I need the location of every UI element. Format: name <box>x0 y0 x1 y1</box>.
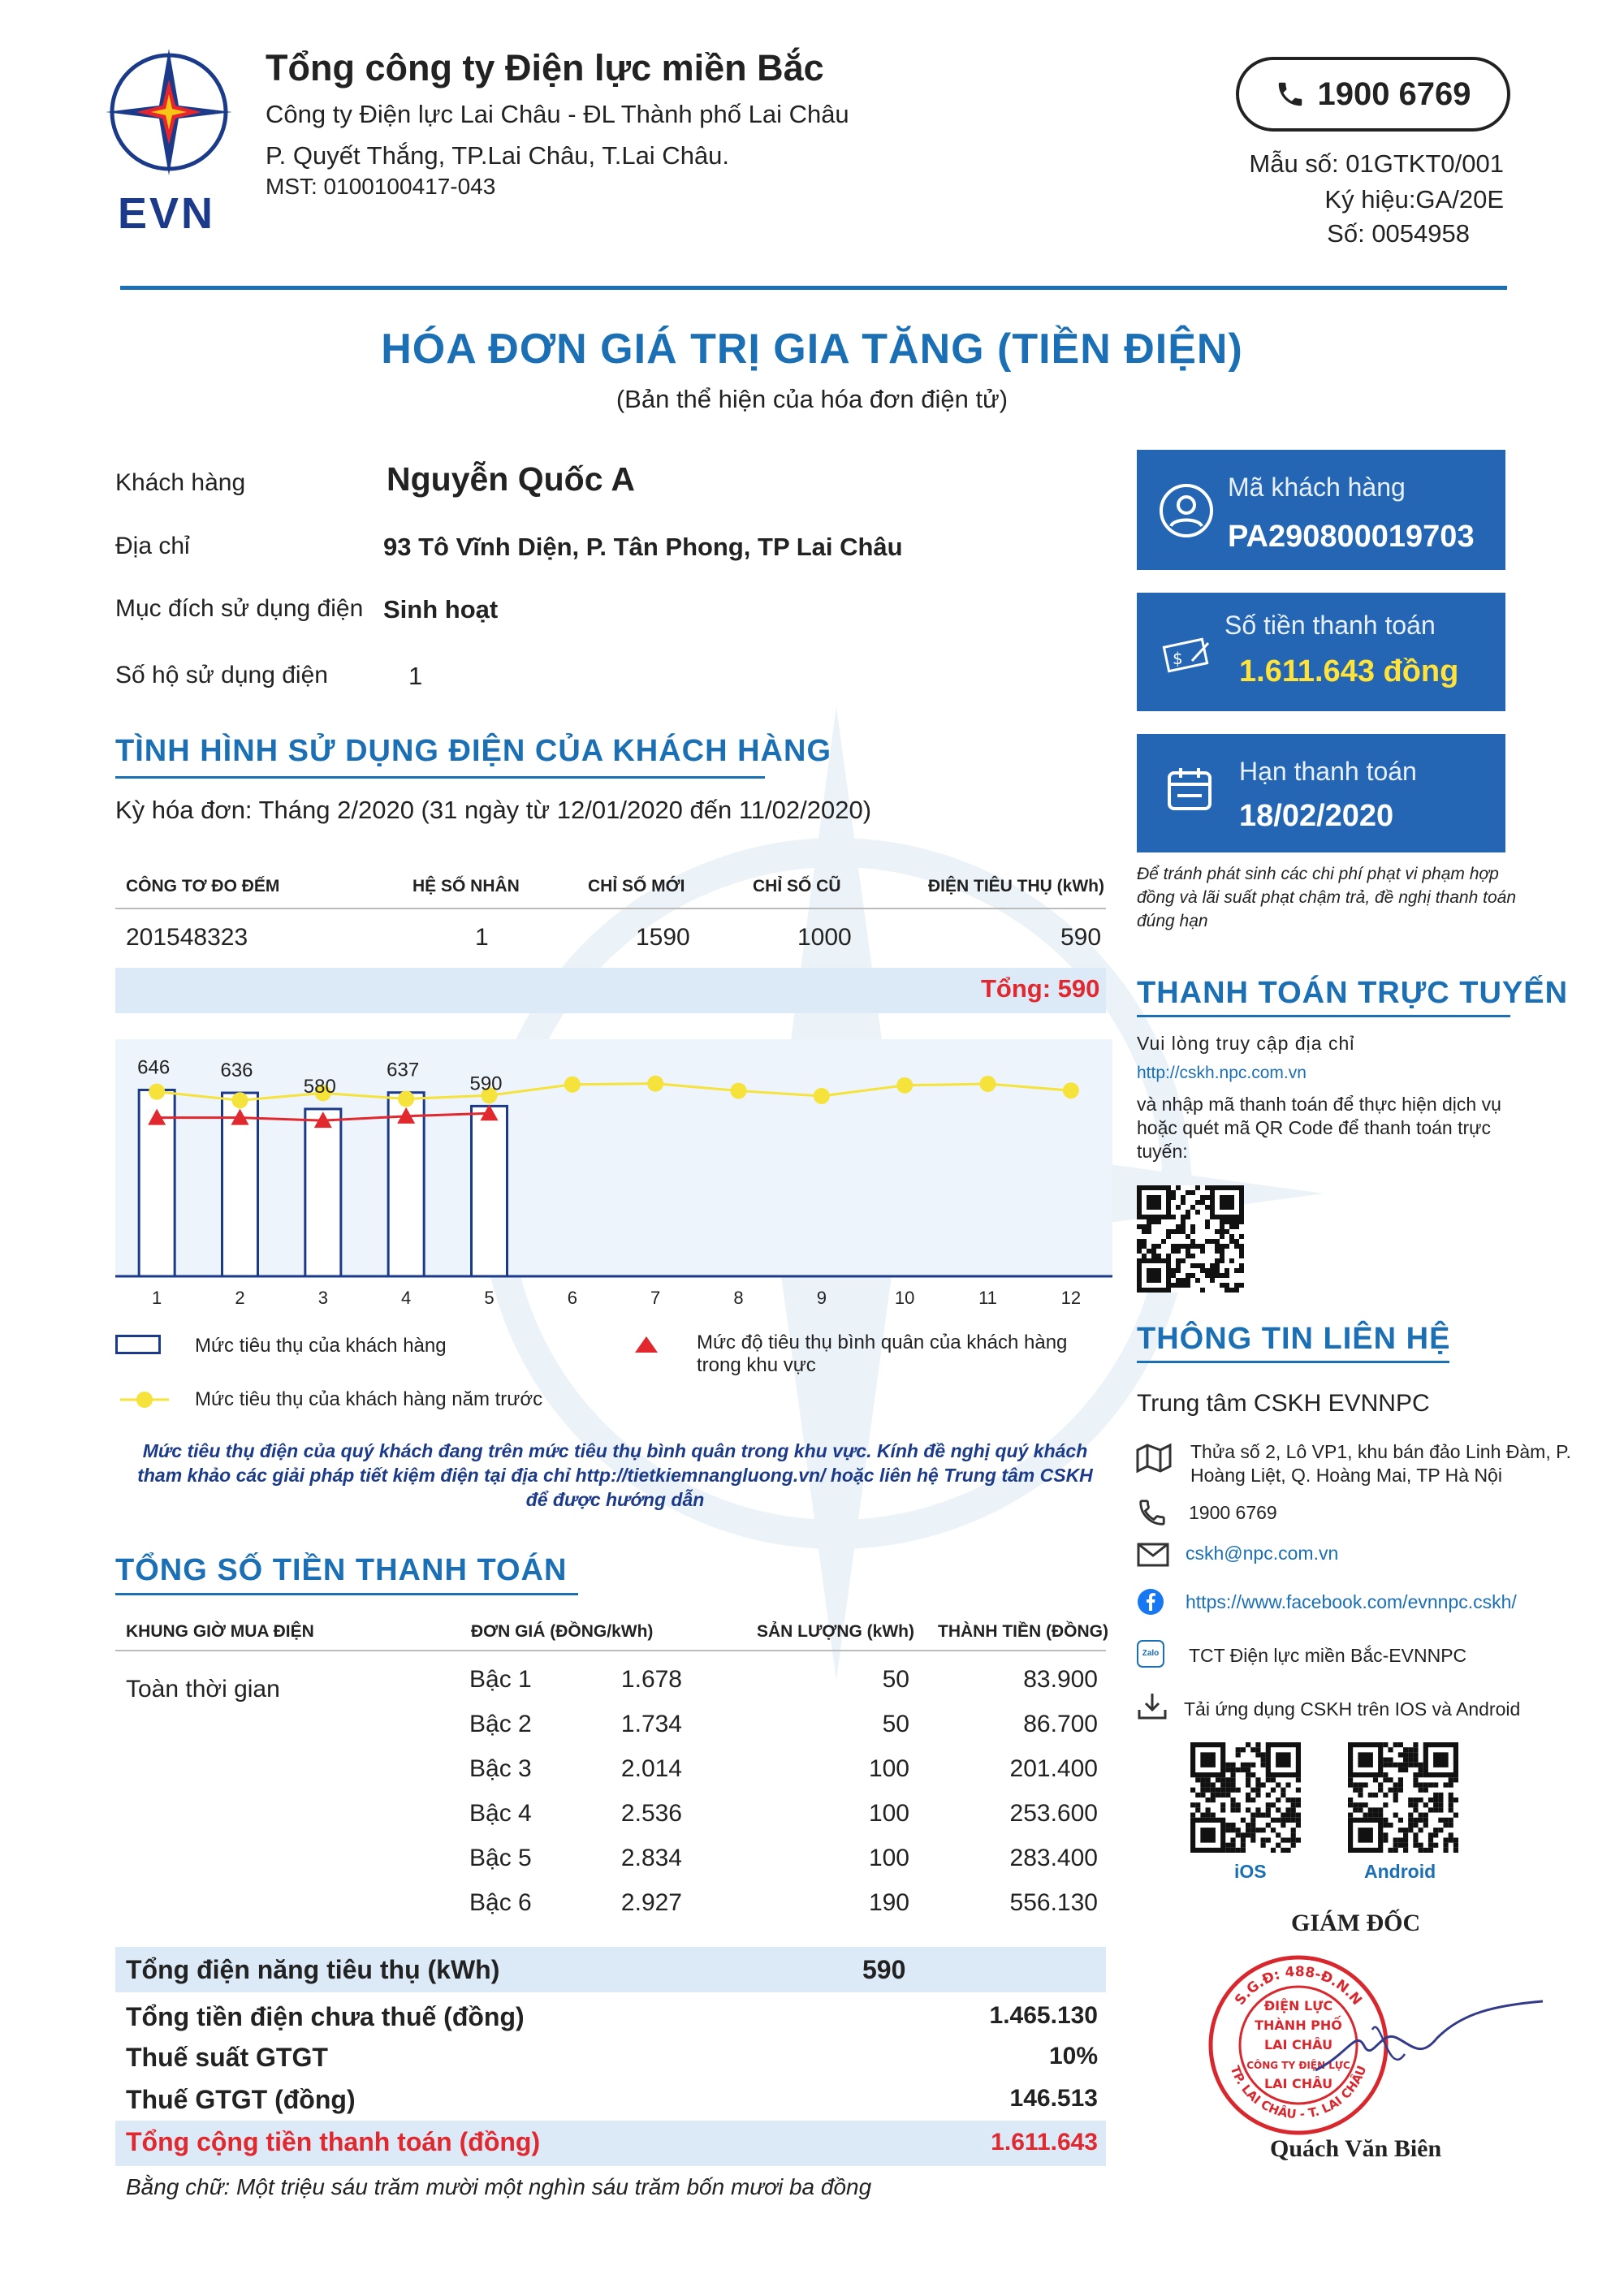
legend-avg-icon <box>633 1335 659 1354</box>
amount-value: 1.611.643 đồng <box>1239 654 1459 688</box>
customer-code-box <box>1137 450 1505 570</box>
total-kwh: 590 <box>862 1955 906 1984</box>
prev-year-point-2 <box>232 1092 248 1108</box>
households-label: Số hộ sử dụng điện <box>115 662 328 688</box>
contact-facebook[interactable]: https://www.facebook.com/evnnpc.cskh/ <box>1186 1591 1517 1612</box>
legend-avg-label: Mức độ tiêu thụ bình quân của khách hàng trong khu vực <box>697 1331 1068 1376</box>
ios-label[interactable]: iOS <box>1234 1861 1267 1882</box>
tier-amount: 283.400 <box>1009 1845 1098 1871</box>
meter-header-4: CHỈ SỐ CŨ <box>753 877 841 896</box>
online-title-underline <box>1137 1015 1510 1017</box>
usage-total: Tổng: 590 <box>981 974 1100 1003</box>
x-tick-4: 4 <box>401 1288 412 1308</box>
bar-value-label-4: 637 <box>387 1059 420 1081</box>
tier-price: 2.927 <box>620 1889 682 1916</box>
legend-prev-label: Mức tiêu thụ của khách hàng năm trước <box>195 1388 543 1410</box>
x-tick-12: 12 <box>1060 1288 1082 1308</box>
payment-title-underline <box>115 1593 578 1595</box>
tier-price: 1.734 <box>620 1711 682 1737</box>
tier-qty: 100 <box>868 1845 909 1871</box>
online-instruction-2: và nhập mã thanh toán để thực hiện dịch vụ hoặc quét mã QR Code để thanh toán trực tuyến: <box>1137 1094 1501 1162</box>
signature-title: GIÁM ĐỐC <box>1291 1910 1421 1936</box>
tier-price: 1.678 <box>620 1666 682 1693</box>
contact-email[interactable]: cskh@npc.com.vn <box>1186 1543 1339 1564</box>
prev-year-point-8 <box>731 1083 747 1099</box>
tier-price: 2.536 <box>620 1800 682 1827</box>
online-section-title: THANH TOÁN TRỰC TUYẾN <box>1137 976 1569 1010</box>
phone-icon <box>1275 79 1306 110</box>
consumption: 590 <box>1060 924 1102 951</box>
new-reading: 1590 <box>636 924 690 951</box>
svg-text:THÀNH PHỐ: THÀNH PHỐ <box>1255 2018 1342 2033</box>
x-tick-9: 9 <box>816 1288 827 1308</box>
purpose-value: Sinh hoạt <box>383 595 499 624</box>
email-icon <box>1137 1543 1169 1567</box>
x-tick-11: 11 <box>978 1288 997 1308</box>
x-tick-1: 1 <box>152 1288 162 1308</box>
legend-bar-label: Mức tiêu thụ của khách hàng <box>195 1335 447 1357</box>
evn-logo-text: EVN <box>118 189 216 238</box>
tier-name: Bậc 6 <box>469 1889 532 1916</box>
pretax-label: Tổng tiền điện chưa thuế (đồng) <box>126 2002 525 2031</box>
facebook-icon <box>1137 1588 1164 1616</box>
invoice-subtitle: (Bản thể hiện của hóa đơn điện tử) <box>615 385 1009 413</box>
form-number: Mẫu số: 01GTKT0/001 <box>1249 149 1504 178</box>
legend-bar-icon <box>115 1335 161 1354</box>
download-icon <box>1137 1692 1168 1721</box>
director-name: Quách Văn Biên <box>1270 2135 1442 2162</box>
x-tick-6: 6 <box>567 1288 577 1308</box>
evn-logo-icon <box>104 47 234 177</box>
contact-phone[interactable]: 1900 6769 <box>1189 1502 1277 1523</box>
prev-year-point-11 <box>980 1076 996 1092</box>
customer-name: Nguyễn Quốc A <box>387 460 635 498</box>
company-name: Tổng công ty Điện lực miền Bắc <box>266 47 824 88</box>
payment-section-title: TỔNG SỐ TIỀN THANH TOÁN <box>115 1553 568 1587</box>
vat-value: 146.513 <box>1009 2085 1098 2112</box>
tier-price: 2.834 <box>620 1845 682 1871</box>
cskh-center: Trung tâm CSKH EVNNPC <box>1137 1390 1430 1417</box>
vat-label: Thuế GTGT (đồng) <box>126 2085 356 2114</box>
customer-address-label: Địa chỉ <box>115 533 190 559</box>
svg-text:LAI CHÂU: LAI CHÂU <box>1263 2037 1333 2052</box>
prev-year-point-4 <box>398 1091 414 1107</box>
saving-notice: Mức tiêu thụ điện của quý khách đang trên mức tiêu thụ bình quân trong khu vực. Kính đề nghị quý khách tham khảo các giải pháp tiết kiệm điện tại địa chỉ http://tietkiemnangluong.vn/ hoặc liên hệ Trung tâm CSKH để được hướng dẫn <box>137 1440 1093 1510</box>
pretax-value: 1.465.130 <box>989 2002 1098 2029</box>
amount-label: Số tiền thanh toán <box>1224 611 1436 640</box>
hotline-number: 1900 6769 <box>1317 76 1471 112</box>
svg-text:ĐIỆN LỰC: ĐIỆN LỰC <box>1263 1998 1333 2013</box>
due-date-label: Hạn thanh toán <box>1239 757 1417 786</box>
bar-value-label-3: 580 <box>303 1075 336 1098</box>
svg-text:TP. LAI CHÂU - T. LAI CHÂU: TP. LAI CHÂU - T. LAI CHÂU <box>1227 2063 1370 2122</box>
branch-name: Công ty Điện lực Lai Châu - ĐL Thành phố Lai Châu <box>266 100 849 128</box>
svg-text:$: $ <box>1173 649 1183 668</box>
x-tick-3: 3 <box>317 1288 328 1308</box>
tier-amount: 86.700 <box>1023 1711 1098 1737</box>
tier-price: 2.014 <box>620 1755 682 1782</box>
prev-year-point-7 <box>647 1076 663 1092</box>
meter-header-3: CHỈ SỐ MỚI <box>588 877 685 896</box>
contact-title-underline <box>1137 1361 1449 1363</box>
meter-header-5: ĐIỆN TIÊU THỤ (kWh) <box>928 877 1104 896</box>
handwritten-signature <box>1299 1981 1559 2095</box>
meter-header-2: HỆ SỐ NHÂN <box>412 877 520 896</box>
android-label[interactable]: Android <box>1364 1861 1436 1882</box>
pay-header-2: ĐƠN GIÁ (ĐỒNG/kWh) <box>471 1622 654 1641</box>
phone-icon <box>1137 1497 1168 1528</box>
x-tick-5: 5 <box>484 1288 495 1308</box>
grand-total-label: Tổng cộng tiền thanh toán (đồng) <box>126 2127 541 2156</box>
svg-text:S.G.Đ: 488-Đ.N.N: S.G.Đ: 488-Đ.N.N <box>1232 1963 1365 2009</box>
total-kwh-label: Tổng điện năng tiêu thụ (kWh) <box>126 1955 500 1984</box>
prev-year-point-1 <box>149 1084 165 1100</box>
due-date-box <box>1137 734 1505 852</box>
prev-year-point-6 <box>564 1077 581 1093</box>
header-divider <box>120 286 1507 290</box>
prev-year-point-10 <box>896 1077 913 1094</box>
zalo-icon: Zalo <box>1137 1640 1164 1668</box>
bar-value-label-1: 646 <box>137 1056 171 1079</box>
tax-code: MST: 0100100417-043 <box>266 174 496 199</box>
tier-name: Bậc 3 <box>469 1755 532 1782</box>
online-instruction: Vui lòng truy cập địa chỉ <box>1137 1033 1355 1054</box>
payment-warning: Để tránh phát sinh các chi phí phạt vi phạm hợp đồng và lãi suất phạt chậm trả, đề nghị thanh toán đúng hạn <box>1137 865 1516 930</box>
tier-qty: 50 <box>882 1711 909 1737</box>
due-date: 18/02/2020 <box>1239 799 1394 833</box>
meter-header-1: CÔNG TƠ ĐO ĐẾM <box>126 877 280 896</box>
svg-text:LAI CHÂU: LAI CHÂU <box>1263 2076 1333 2091</box>
customer-name-label: Khách hàng <box>115 469 246 496</box>
android-qr-code[interactable] <box>1348 1742 1458 1853</box>
x-tick-2: 2 <box>235 1288 245 1308</box>
ios-qr-code[interactable] <box>1190 1742 1301 1853</box>
pay-header-1: KHUNG GIỜ MUA ĐIỆN <box>126 1622 314 1641</box>
tier-name: Bậc 5 <box>469 1845 532 1871</box>
amount-box <box>1137 593 1505 711</box>
contact-address: Thửa số 2, Lô VP1, khu bán đảo Linh Đàm, P. Hoàng Liệt, Q. Hoàng Mai, TP Hà Nội <box>1190 1441 1571 1486</box>
x-tick-7: 7 <box>650 1288 661 1308</box>
bar-5 <box>472 1106 508 1276</box>
company-address: P. Quyết Thắng, TP.Lai Châu, T.Lai Châu. <box>266 141 730 170</box>
app-download: Tải ứng dụng CSKH trên IOS và Android <box>1184 1698 1521 1720</box>
tier-amount: 201.400 <box>1009 1755 1098 1782</box>
invoice-title: HÓA ĐƠN GIÁ TRỊ GIA TĂNG (TIỀN ĐIỆN) <box>381 326 1243 373</box>
tier-amount: 253.600 <box>1009 1800 1098 1827</box>
vat-rate-label: Thuế suất GTGT <box>126 2043 328 2072</box>
x-tick-10: 10 <box>894 1288 915 1308</box>
customer-address: 93 Tô Vĩnh Diện, P. Tân Phong, TP Lai Châu <box>383 533 903 561</box>
pay-header-3: SẢN LƯỢNG (kWh) <box>757 1622 914 1641</box>
prev-year-point-12 <box>1063 1082 1079 1098</box>
tier-amount: 556.130 <box>1009 1889 1098 1916</box>
tier-amount: 83.900 <box>1023 1666 1098 1693</box>
customer-code: PA290800019703 <box>1228 520 1475 554</box>
tier-name: Bậc 4 <box>469 1800 532 1827</box>
amount-in-words: Bằng chữ: Một triệu sáu trăm mười một nghìn sáu trăm bốn mươi ba đồng <box>126 2174 872 2199</box>
old-reading: 1000 <box>797 924 852 951</box>
billing-period: Kỳ hóa đơn: Tháng 2/2020 (31 ngày từ 12/01/2020 đến 11/02/2020) <box>115 796 872 824</box>
map-icon <box>1135 1442 1173 1474</box>
payment-icon <box>1161 625 1215 679</box>
tier-qty: 190 <box>868 1889 909 1916</box>
tier-qty: 100 <box>868 1800 909 1827</box>
invoice-number: Số: 0054958 <box>1327 219 1470 248</box>
usage-total-band <box>115 968 1106 1013</box>
contact-section-title: THÔNG TIN LIÊN HỆ <box>1137 1322 1451 1356</box>
payment-qr-code[interactable] <box>1137 1185 1244 1293</box>
purpose-label: Mục đích sử dụng điện <box>115 595 364 622</box>
usage-section-title: TÌNH HÌNH SỬ DỤNG ĐIỆN CỦA KHÁCH HÀNG <box>115 734 831 768</box>
meter-id: 201548323 <box>126 924 248 951</box>
tier-qty: 50 <box>882 1666 909 1693</box>
x-tick-8: 8 <box>733 1288 744 1308</box>
households-value: 1 <box>408 662 423 690</box>
usage-title-underline <box>115 776 765 779</box>
pay-header-4: THÀNH TIỀN (ĐỒNG) <box>938 1622 1108 1641</box>
bar-value-label-2: 636 <box>220 1060 253 1082</box>
calendar-icon <box>1166 765 1213 812</box>
customer-code-label: Mã khách hàng <box>1228 473 1406 502</box>
tier-qty: 100 <box>868 1755 909 1782</box>
prev-year-point-9 <box>814 1088 830 1104</box>
grand-total: 1.611.643 <box>991 2129 1098 2156</box>
bar-value-label-5: 590 <box>469 1072 503 1095</box>
hotline-badge[interactable] <box>1236 57 1510 132</box>
svg-text:CÔNG TY ĐIỆN LỰC: CÔNG TY ĐIỆN LỰC <box>1246 2060 1350 2071</box>
legend-prev-icon <box>120 1388 169 1411</box>
online-url[interactable]: http://cskh.npc.com.vn <box>1137 1064 1307 1082</box>
bar-3 <box>305 1109 341 1276</box>
chart-plot-area <box>115 1039 1112 1276</box>
pay-divider <box>115 1650 1106 1651</box>
vat-rate: 10% <box>1048 2043 1098 2069</box>
meter-divider <box>115 908 1106 909</box>
user-icon <box>1158 482 1215 539</box>
invoice-symbol: Ký hiệu:GA/20E <box>1324 185 1504 214</box>
time-period: Toàn thời gian <box>126 1676 280 1703</box>
contact-zalo[interactable]: TCT Điện lực miền Bắc-EVNNPC <box>1189 1645 1467 1666</box>
multiplier: 1 <box>475 924 489 951</box>
tier-name: Bậc 2 <box>469 1711 532 1737</box>
tier-name: Bậc 1 <box>469 1666 532 1693</box>
